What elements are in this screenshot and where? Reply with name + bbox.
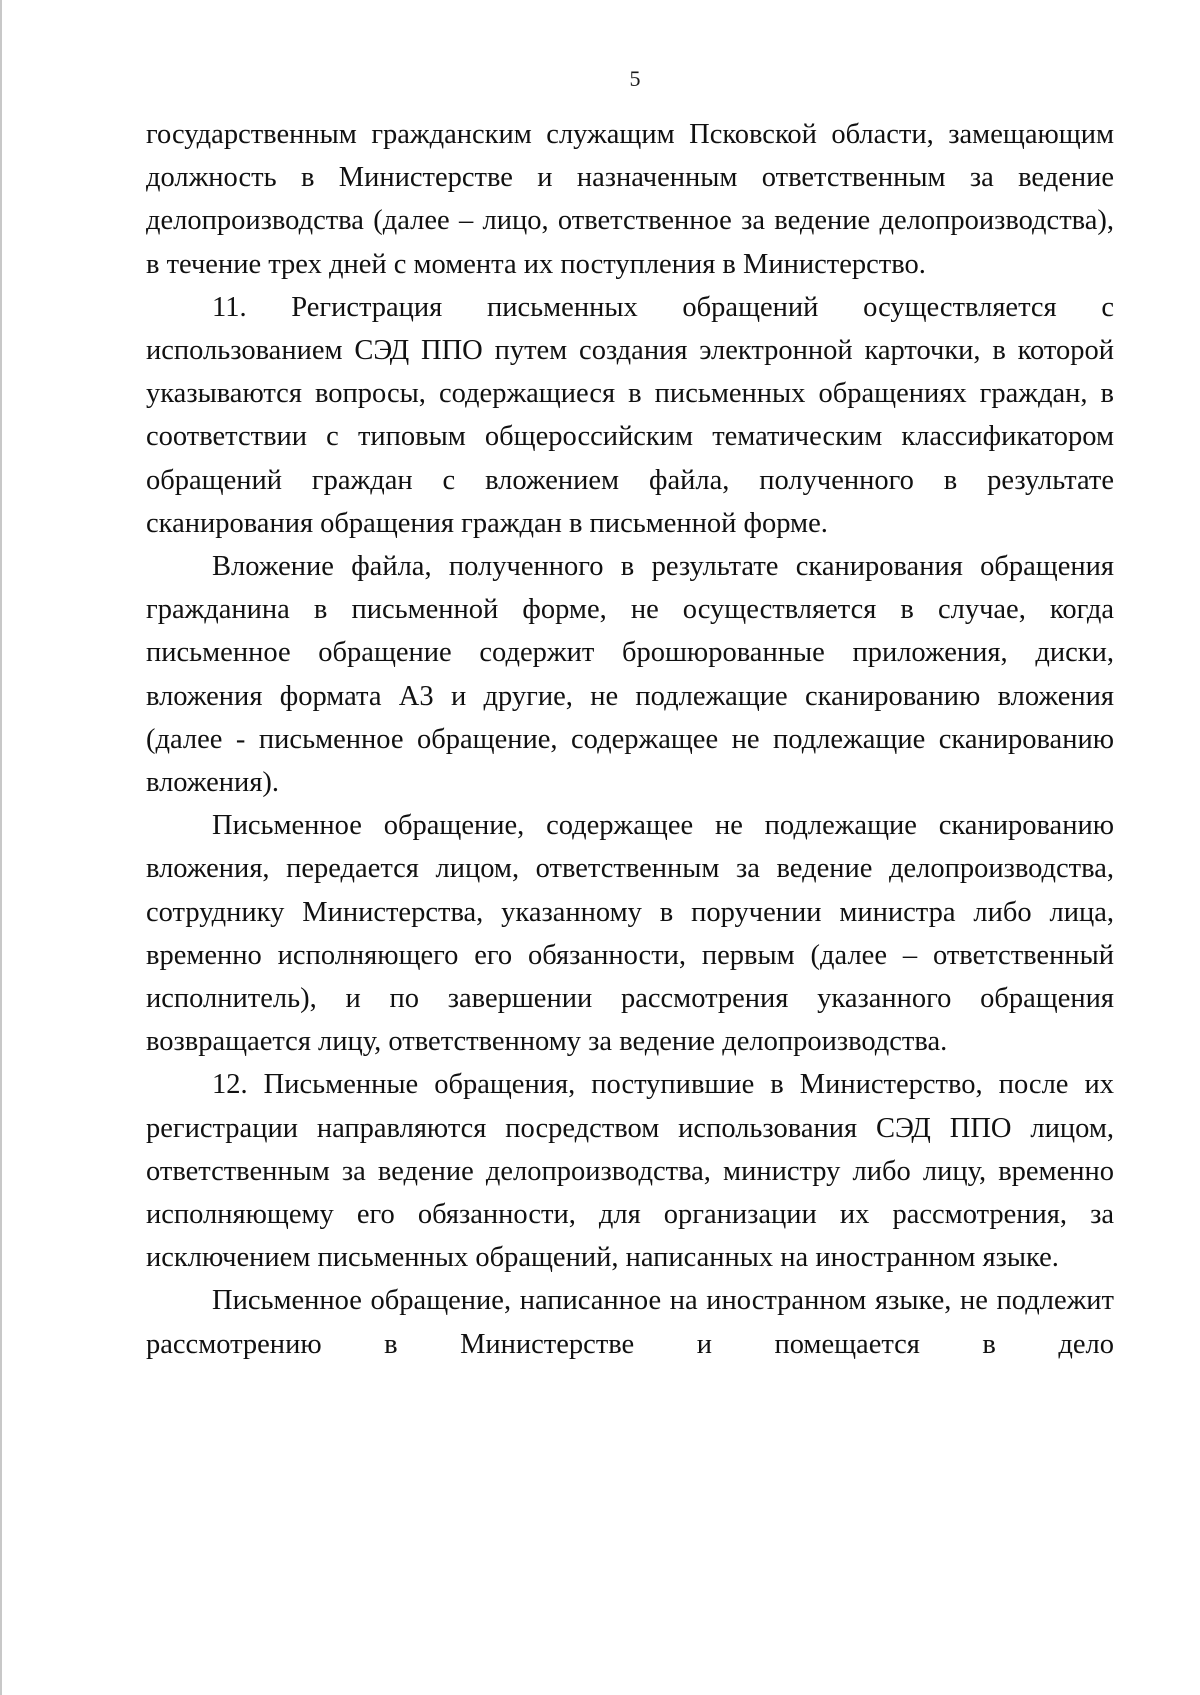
page-number: 5 — [629, 66, 641, 91]
page-edge — [0, 0, 2, 1695]
paragraph-non-scannable: Письменное обращение, содержащее не подлежащие сканированию вложения, передается лицом, ответственным за ведение делопроизводства, сотруднику Министерства, указанному в поручении министра либо лица, временно исполняющего его обязанности, первым (далее – ответственный исполнитель), и по завершении рассмотрения указанного обращения возвращается лицу, ответственному за ведение делопроизводства. — [146, 810, 1114, 1058]
paragraph-item-12: 12. Письменные обращения, поступившие в Министерство, после их регистрации направляются посредством использования СЭД ППО лицом, ответственным за ведение делопроизводства, министру либо лицу, временно исполняющему его обязанности, для организации их рассмотрения, за исключением письменных обращений, написанных на иностранном языке. — [146, 1069, 1114, 1274]
paragraph-continuation: государственным гражданским служащим Псковской области, замещающим должность в Министерстве и назначенным ответственным за ведение делопроизводства (далее – лицо, ответственное за ведение делопроизводства), в течение трех дней с момента их поступления в Министерство. — [146, 119, 1114, 280]
paragraph-file-attachment: Вложение файла, полученного в результате сканирования обращения гражданина в письменной форме, не осуществляется в случае, когда письменное обращение содержит брошюрованные приложения, диски, вложения формата А3 и другие, не подлежащие сканированию вложения (далее - письменное обращение, содержащее не подлежащие сканированию вложения). — [146, 551, 1114, 799]
document-body — [146, 113, 1114, 1366]
paragraph-item-11: 11. Регистрация письменных обращений осуществляется с использованием СЭД ППО путем создания электронной карточки, в которой указываются вопросы, содержащиеся в письменных обращениях граждан, в соответствии с типовым общероссийским тематическим классификатором обращений граждан с вложением файла, полученного в результате сканирования обращения граждан в письменной форме. — [146, 291, 1114, 539]
paragraph-foreign-language: Письменное обращение, написанное на иностранном языке, не подлежит рассмотрению в Министерстве и помещается в дело — [146, 1285, 1114, 1360]
